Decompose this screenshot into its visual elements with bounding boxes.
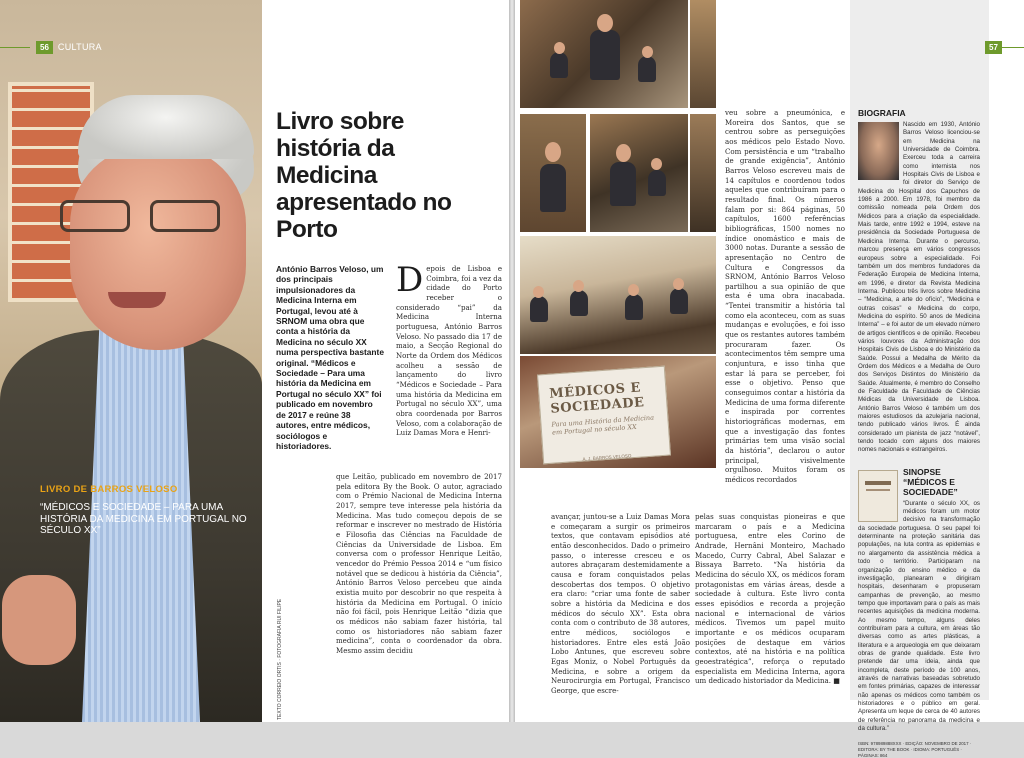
article-column-5: pelas suas conquistas pioneiras e que marcaram o país e a Medicina portuguesa, entre eles Corino de Andrade, Hernâni Monteiro, Machado Macedo, Curry Cabral, Abel Salazar e Bissaya Barreto. “Na história da Medicina do século XX, os médicos foram protagonistas em várias áreas, desde a sociedade à cultura. Este livro conta esses episódios e recorda a projeção nacional e internacional de vários médicos. Tivemos um papel muito importante e os médicos ocuparam posições de destaque em vários contextos, até na história e na política geoestratégica”, reforça o reputado especialista em Medicina Interna, agora um dedicado historiador da Medicina. ■ — [695, 512, 845, 686]
face — [70, 145, 246, 350]
event-photo-2a — [520, 114, 586, 232]
person-head — [597, 14, 613, 32]
bio-text: Nascido em 1930, António Barros Veloso licenciou-se em Medicina na Universidade de Coimbra. Exerceu toda a carreira como internista nos Hospitais Civis de Lisboa e foi diretor do Serviço de Medicina do Hospital dos Capuchos de 1986 a 2000. Em 1978, foi membro da comissão nomeada pela Ordem dos Médicos para a criação da especialidade. Mais tarde, entre 1992 e 1994, esteve na presidência da Sociedade Portuguesa de Medicina Interna. Durante o percurso, marcou presença em vários congressos europeus sobre a especialidade. Foi também um dos membros fundadores da Federação Europeia de Medicina Interna, em 1996, e diretor da Revista Medicina Interna. Publicou três livros sobre Medicina – “Medicina, a arte do ofício”, “Medicina e outras coisas” e Medicina do corpo, Medicina do espírito. 50 anos de Medicina Interna” – e foi autor de um elevado número de artigos científicos e de opinião. Recebeu vários louvores da Administração dos Hospitais Civis de Lisboa e do Ministério da Saúde. Possui a Medalha de Mérito da Ordem dos Médicos e a Medalha de Ouro dos Serviços Distintos do Ministério da Saúde. Atualmente, é membro do Conselho de Faculdade da Faculdade de Ciências Médicas da Universidade de Lisboa. António Barros Veloso é também um dos maiores estudiosos da azulejaria nacional, tendo publicado vários livros. É ainda considerado um pianista de jazz “notável”, tendo tocado com alguns dos maiores nomes nacionais e estrangeiros. — [858, 121, 980, 454]
bio-title: BIOGRAFIA — [858, 108, 906, 118]
section-header — [36, 40, 102, 54]
page-number: 56 — [36, 41, 53, 54]
synopsis-box — [858, 467, 980, 758]
hand — [2, 575, 76, 665]
person — [625, 294, 643, 320]
synopsis-book-thumbnail — [858, 470, 898, 522]
photo-gallery — [520, 0, 720, 472]
article-column-3: veu sobre a pneumónica, e Moreira dos Santos, que se centrou sobre as perseguições aos médicos pelo Estado Novo. Com persistência e um “trabalho de grande exigência”, António Barros Veloso escreveu mais de 14 capítulos e coordenou todos aqueles que contribuíram para o resultado final. Os números falam por si: 864 páginas, 50 capítulos, 1600 referências bibliográficas, 1500 nomes no índice onomástico e mais de 3000 notas. Durante a sessão de apresentação no Centro de Cultura e Congressos da SRNOM, António Barros Veloso partilhou a sua opinião de que esta é uma obra inacabada. “Tentei transmitir a história tal como ela aconteceu, com as suas mudanças e evoluções, e foi isso que os restantes autores também procuraram fazer. Os acontecimentos têm sempre uma conjuntura, e isso tinha que estar lá para se perceber, foi esse o objetivo. Penso que conseguimos contar a história da Medicina de uma forma diferente e inspirada por correntes historiográficas modernas, em que a investigação das fontes primárias tem uma visão social da história”, declarou o autor principal, visivelmente orgulhoso. Muitos foram os médicos recordados — [725, 108, 845, 484]
article-column-1 — [396, 260, 502, 438]
book-cover-title: MÉDICOS E SOCIEDADE — [548, 380, 645, 417]
person-head — [554, 42, 565, 54]
photo-caption-label: LIVRO DE BARROS VELOSO — [40, 484, 178, 495]
person-head — [642, 46, 653, 58]
author-portrait — [858, 122, 899, 180]
right-page — [515, 0, 1024, 758]
glasses — [60, 200, 235, 234]
synopsis-text: “Durante o século XX, os médicos foram um motor decisivo na transformação da sociedade portuguesa. O seu papel foi determinante na proteção sanitária das populações, na luta contra as epidemias e no alargamento da assistência médica a todo o território. Participaram na organização do ensino médico e da investigação, planearam e dirigiram hospitais, desenharam e propuseram campanhas de prevenção, ao mesmo tempo que importavam para o país as mais recentes aquisições da medicina moderna. Ao mesmo tempo, alguns deles contribuíram para a cultura, em áreas tão diversas como as artes plásticas, a literatura e a arqueologia em que deixaram obras de grande qualidade. Este livro pretende dar uma ideia, ainda que incompleta, deste período de 100 anos, através de narrativas baseadas sobretudo em fontes primárias, capazes de interessar não apenas os médicos como também os historiadores e o público em geral. Apresenta um leque de cerca de 40 autores de referência no panorama da medicina e da cultura.” — [858, 499, 980, 733]
headline: Livro sobre história da Medicina apresentado no Porto — [276, 108, 452, 243]
section-rule — [0, 47, 30, 48]
page-number-right: 57 — [985, 41, 1002, 54]
event-photo-2b — [690, 114, 716, 232]
event-photo-3 — [520, 236, 716, 354]
photo-caption — [40, 484, 250, 537]
portrait-photo — [0, 0, 262, 722]
drop-cap: D — [396, 260, 424, 300]
person-head — [545, 142, 561, 162]
mouth — [108, 292, 166, 308]
person — [570, 290, 588, 316]
person-head — [616, 144, 631, 162]
left-page — [0, 0, 509, 722]
lede: António Barros Veloso, um dos principais impulsionadores da Medicina Interna em Portugal, levou até à SRNOM uma obra que conta a história da Medicina no século XX numa perspectiva bastante original. “Médicos e Sociedade – Para uma história da Medicina em Portugal no século XX” foi publicado em novembro de 2017 e reúne 38 autores, entre médicos, sociólogos e historiadores. — [276, 264, 384, 451]
person-head — [573, 280, 584, 292]
event-photo-1 — [520, 0, 688, 108]
article-column-4: avançar, juntou-se a Luiz Damas Mora e começaram a surgir os primeiros textos, que contavam episódios até então desconhecidos. Dado o primeiro passo, o interesse cresceu e os autores abraçaram destemidamente a causa e foram conquistados pelas descobertas dos tempos. O objetivo era claro: “criar uma fonte de saber sobre a história da Medicina e dos médicos do século XX”. Esta obra conta com o contributo de 38 autores, entre médicos, sociólogos e historiadores. Entre eles está João Lobo Antunes, que escreveu sobre Egas Moniz, o Nobel Português da Medicina, e sobre a origem da Neurocirurgia em Portugal, Francisco George, que escre- — [551, 512, 690, 695]
article-column-1-text: epois de Lisboa e Coimbra, foi a vez da cidade do Porto receber o considerado “pai” da Medicina Interna portuguesa, António Barros Veloso. No passado dia 17 de maio, a Secção Regional do Norte da Ordem dos Médicos acolheu a sessão de lançamento do livro “Médicos e Sociedade – Para uma história da Medicina em Portugal no século XX”, uma obra coordenada por Barros Veloso, com a colaboração de Luiz Damas Mora e Henri- — [396, 264, 502, 438]
person — [540, 164, 566, 212]
person — [670, 288, 688, 314]
synopsis-title: SINOPSE “MÉDICOS E SOCIEDADE” — [903, 466, 958, 497]
book-cover-subtitle: Para uma História da Medicina em Portugal no século XX — [551, 413, 655, 437]
hair-top — [78, 95, 254, 159]
person — [590, 30, 620, 80]
biography-sidebar — [850, 0, 989, 758]
person-head — [651, 158, 662, 170]
person-head — [628, 284, 639, 296]
person-head — [533, 286, 544, 298]
person — [530, 296, 548, 322]
event-photo-2 — [590, 114, 688, 232]
book-meta: ISBN: 978989888XXX · EDIÇÃO: NOVEMBRO DE 2017 · EDITORA: BY THE BOOK · IDIOMA: PORTUGUÊS · PÁGINAS: 864 — [858, 741, 972, 758]
photo-caption-text: “MÉDICOS E SOCIEDADE – PARA UMA HISTÓRIA DA MEDICINA EM PORTUGAL NO SÉCULO XX” — [40, 502, 247, 536]
person — [610, 162, 636, 206]
book-cover-author: A. J. BARROS VELOSO — [582, 453, 632, 462]
section-header-right — [985, 40, 1002, 54]
person — [550, 52, 568, 78]
photo-credit — [274, 470, 284, 720]
article-column-2: que Leitão, publicado em novembro de 2017 pela editora By the Book. O autor, agraciado com o Prémio Nacional de Medicina Interna 2017, sempre teve interesse pela história da Medicina. Mas tudo começou depois de se reformar e inscrever no mestrado de História e Filosofia das Ciências na Faculdade de Ciências da Universidade de Lisboa. Em conversa com o professor Henrique Leitão, vencedor do Prémio Pessoa 2014 e “um físico notável que se dedicou à história da Ciência”, António Barros Veloso percebeu que ainda existia muito por descobrir no que respeita à história da Medicina em Portugal. O início não foi fácil, pois Henrique Leitão “dizia que os médicos não sabiam fazer história, tal como os historiadores não sabiam fazer medicina”, conta o coordenador da obra. Mesmo assim decidiu — [336, 472, 502, 655]
photo-credit-text: TEXTO CORREIO ORTIS · FOTOGRAFIA RUI FILIPE — [277, 598, 283, 720]
person — [638, 56, 656, 82]
person-head — [673, 278, 684, 290]
book-cover — [537, 366, 671, 465]
section-name: CULTURA — [57, 42, 102, 52]
person — [648, 170, 666, 196]
event-photo-1b — [690, 0, 716, 108]
